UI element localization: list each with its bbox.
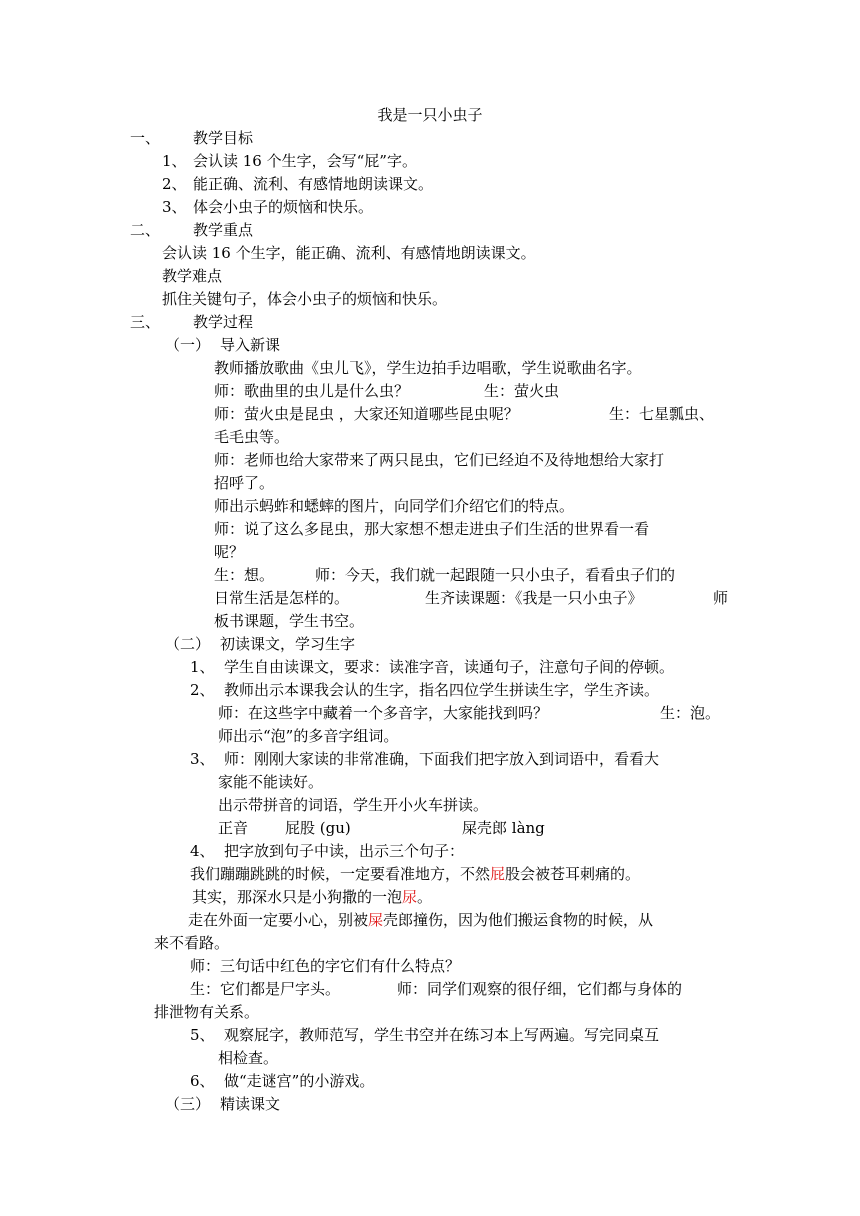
example-sentence: 其实，那深水只是小狗撒的一泡尿。 xyxy=(192,888,433,906)
paragraph-line: 板书课题，学生书空。 xyxy=(214,612,365,630)
paragraph-line: 师 xyxy=(713,589,729,607)
paragraph-line: 生：想。 xyxy=(214,566,275,584)
paragraph-line: 呢？ xyxy=(214,543,245,561)
list-item: 把字放到句子中读，出示三个句子： xyxy=(224,842,465,860)
paragraph-line: 师出示“泡”的多音字组词。 xyxy=(218,727,399,745)
paragraph-line: 师：歌曲里的虫儿是什么虫？ xyxy=(214,382,410,400)
highlighted-char: 尿 xyxy=(402,888,418,906)
paragraph-line: 师出示蚂蚱和蟋蟀的图片，向同学们介绍它们的特点。 xyxy=(214,497,575,515)
highlighted-char: 屎 xyxy=(368,911,384,929)
list-item: 会认读 16 个生字，会写“屁”字。 xyxy=(193,152,417,170)
pinyin-word: 正音 xyxy=(218,819,249,837)
part-number: （三） xyxy=(165,1095,211,1113)
paragraph-line: 招呼了。 xyxy=(214,474,275,492)
list-number: 5、 xyxy=(190,1026,215,1044)
example-sentence: 走在外面一定要小心，别被屎壳郎撞伤，因为他们搬运食物的时候，从 xyxy=(188,911,654,929)
paragraph-line: 日常生活是怎样的。 xyxy=(214,589,350,607)
pinyin-word: 屁股 (gu) xyxy=(285,819,351,837)
paragraph-line: 排泄物有关系。 xyxy=(154,1003,260,1021)
section-heading: 教学重点 xyxy=(193,221,254,239)
paragraph-line: 师：在这些字中藏着一个多音字，大家能找到吗？ xyxy=(218,704,549,722)
example-sentence: 我们蹦蹦跳跳的时候，一定要看准地方，不然屁股会被苍耳刺痛的。 xyxy=(190,865,641,883)
paragraph-line: 相检查。 xyxy=(218,1049,279,1067)
paragraph-line: 生：泡。 xyxy=(660,704,721,722)
paragraph-line: 毛毛虫等。 xyxy=(214,428,290,446)
list-number: 6、 xyxy=(190,1072,215,1090)
part-heading: 初读课文，学习生字 xyxy=(220,635,356,653)
list-item: 体会小虫子的烦恼和快乐。 xyxy=(193,198,374,216)
paragraph-line: 来不看路。 xyxy=(154,934,230,952)
page-title: 我是一只小虫子 xyxy=(377,106,483,124)
paragraph-line: 生：萤火虫 xyxy=(484,382,560,400)
section-heading: 教学目标 xyxy=(193,129,254,147)
paragraph: 会认读 16 个生字，能正确、流利、有感情地朗读课文。 xyxy=(162,244,536,262)
list-number: 1、 xyxy=(162,152,187,170)
list-number: 1、 xyxy=(190,658,215,676)
paragraph-line: 师：三句话中红色的字它们有什么特点？ xyxy=(190,957,461,975)
paragraph-line: 师：说了这么多昆虫，那大家想不想走进虫子们生活的世界看一看 xyxy=(214,520,650,538)
paragraph-line: 师：同学们观察的很仔细，它们都与身体的 xyxy=(397,980,683,998)
paragraph-line: 师：老师也给大家带来了两只昆虫，它们已经迫不及待地想给大家打 xyxy=(214,451,665,469)
paragraph-line: 生齐读课题：《我是一只小虫子》 xyxy=(425,589,643,607)
section-number: 一、 xyxy=(130,129,161,147)
list-item: 学生自由读课文，要求：读准字音，读通句子，注意句子间的停顿。 xyxy=(224,658,675,676)
part-number: （二） xyxy=(165,635,211,653)
list-item: 做“走谜宫”的小游戏。 xyxy=(224,1072,375,1090)
list-number: 3、 xyxy=(162,198,187,216)
paragraph-line: 师：今天，我们就一起跟随一只小虫子，看看虫子们的 xyxy=(315,566,676,584)
list-number: 4、 xyxy=(190,842,215,860)
list-item: 能正确、流利、有感情地朗读课文。 xyxy=(193,175,434,193)
section-number: 三、 xyxy=(130,313,161,331)
paragraph-line: 生：七星瓢虫、 xyxy=(609,405,715,423)
pinyin-word: 屎壳郎 làng xyxy=(462,819,545,837)
paragraph-line: 教师播放歌曲《虫儿飞》，学生边拍手边唱歌，学生说歌曲名字。 xyxy=(214,359,642,377)
list-item: 教师出示本课我会认的生字，指名四位学生拼读生字，学生齐读。 xyxy=(224,681,660,699)
paragraph: 抓住关键句子，体会小虫子的烦恼和快乐。 xyxy=(162,290,448,308)
part-number: （一） xyxy=(165,336,211,354)
list-number: 2、 xyxy=(162,175,187,193)
part-heading: 精读课文 xyxy=(220,1095,281,1113)
paragraph-line: 生：它们都是尸字头。 xyxy=(190,980,341,998)
part-heading: 导入新课 xyxy=(220,336,281,354)
section-heading: 教学过程 xyxy=(193,313,254,331)
list-item: 师：刚刚大家读的非常准确，下面我们把字放入到词语中，看看大 xyxy=(224,750,660,768)
subheading: 教学难点 xyxy=(162,267,223,285)
highlighted-char: 屁 xyxy=(490,865,506,883)
section-number: 二、 xyxy=(130,221,161,239)
list-number: 2、 xyxy=(190,681,215,699)
paragraph-line: 出示带拼音的词语，学生开小火车拼读。 xyxy=(218,796,489,814)
list-number: 3、 xyxy=(190,750,215,768)
paragraph-line: 师：萤火虫是昆虫 ，大家还知道哪些昆虫呢？ xyxy=(214,405,519,423)
list-item: 观察屁字，教师范写，学生书空并在练习本上写两遍。写完同桌互 xyxy=(224,1026,660,1044)
paragraph-line: 家能不能读好。 xyxy=(218,773,324,791)
